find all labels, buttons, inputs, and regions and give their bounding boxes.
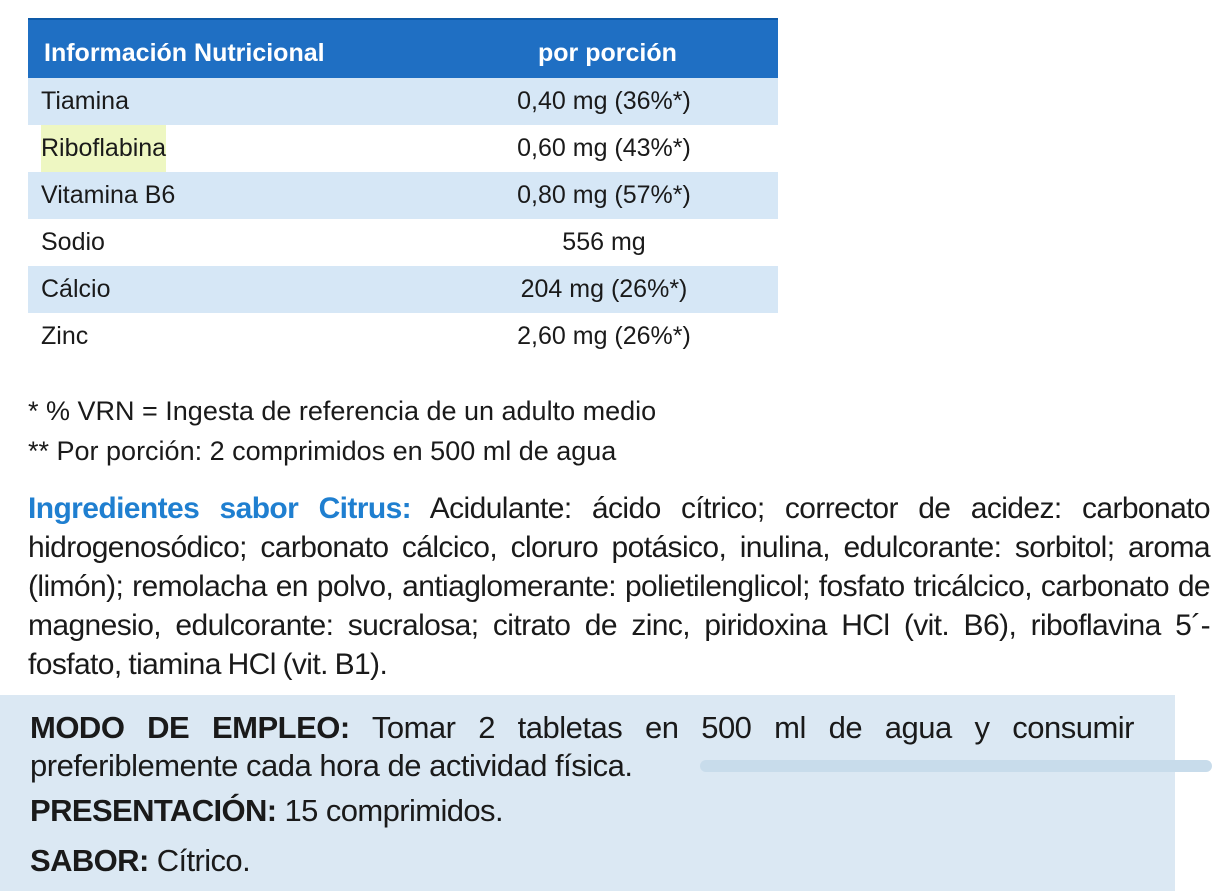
table-row [28,266,778,313]
nutrient-name: Zinc [41,322,89,350]
footnote-serving: ** Por porción: 2 comprimidos en 500 ml de agua [28,436,617,466]
ingredients-text: Acidulante: ácido cítrico; corrector de acidez: carbonato hidrogenosódico; carbonato cálcico, cloruro potásico, inulina, edulcorante: sorbitol; aroma (limón); remolacha en polvo, antiaglomerante: polietilenglicol; fosfato tricálcico, carbonato de magnesio, edulcorante: sucralosa; citrato de zinc, piridoxina HCl (vit. B6), riboflavina 5´-fosfato, tiamina HCl (vit. B1). [28,492,1210,681]
nutrition-table-header [28,18,778,78]
usage-text: Tomar 2 tabletas en 500 ml de agua y consumir preferiblemente cada hora de actividad física. [30,710,1134,783]
nutrient-value: 2,60 mg (26%*) [517,322,691,350]
nutrient-value: 556 mg [562,228,646,256]
nutrition-table [28,18,778,360]
footnote-vrn: * % VRN = Ingesta de referencia de un adulto medio [28,396,657,426]
nutrient-name: Vitamina B6 [41,181,176,209]
table-row [28,78,778,125]
nutrient-name: Sodio [41,228,105,256]
table-row [28,125,778,172]
header-per-serving: por porción [538,39,677,67]
table-row [28,219,778,266]
nutrient-value: 0,80 mg (57%*) [517,181,691,209]
usage-instructions [30,709,1134,785]
table-row [28,172,778,219]
table-row [28,313,778,360]
presentation-label: PRESENTACIÓN: [30,793,277,828]
nutrient-name: Tiamina [41,87,129,115]
nutrient-value: 204 mg (26%*) [520,275,688,303]
presentation-text: 15 comprimidos. [276,793,503,828]
nutrient-value: 0,60 mg (43%*) [517,134,691,162]
nutrient-name: Riboflabina [41,125,166,172]
flavor-label: SABOR: [30,843,149,878]
flavor-text: Cítrico. [148,843,251,878]
header-nutrition-info: Información Nutricional [44,39,325,67]
nutrient-name: Cálcio [41,275,111,303]
ingredients-label: Ingredientes sabor Citrus: [28,492,412,525]
nutrient-value: 0,40 mg (36%*) [517,87,691,115]
flavor-line [30,843,250,879]
ingredients-paragraph [28,489,1210,684]
usage-label: MODO DE EMPLEO: [30,710,350,745]
presentation-line [30,793,503,829]
